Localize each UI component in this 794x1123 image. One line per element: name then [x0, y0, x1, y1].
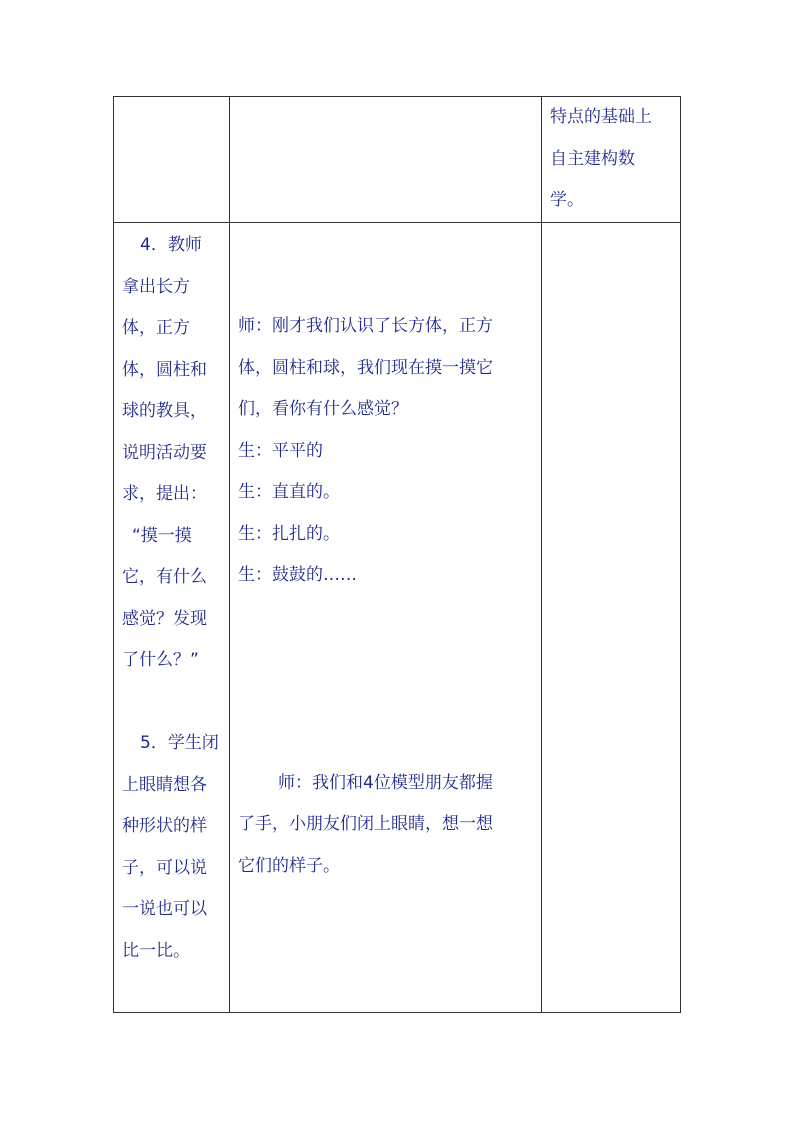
step-4-line: 了什么？” — [122, 650, 199, 670]
step-5-line: 5．学生闭 — [140, 733, 219, 753]
table-cell-activity — [114, 223, 230, 1013]
table-cell-intent — [542, 223, 681, 1013]
step-4-line: 体，圆柱和 — [122, 359, 207, 380]
step-4-line: 感觉？发现 — [122, 608, 207, 629]
text-line: 学。 — [550, 190, 584, 210]
step-5-line: 种形状的样 — [122, 816, 207, 836]
step-4-line: 求，提出： — [122, 484, 207, 504]
step-5-line: 子，可以说 — [122, 857, 207, 878]
dialogue-line: 们，看你有什么感觉？ — [238, 399, 408, 419]
step-4-line: 拿出长方 — [122, 276, 190, 297]
step-4-line: “摸一摸 — [132, 525, 192, 546]
dialogue-line: 生：鼓鼓的…… — [238, 565, 357, 585]
table-row — [114, 97, 681, 223]
dialogue-line: 它们的样子。 — [238, 855, 340, 876]
activity-text — [114, 223, 229, 972]
text-line: 自主建构数 — [550, 148, 635, 169]
step-4-line: 体，正方 — [122, 318, 190, 338]
dialogue-line: 生：扎扎的。 — [238, 523, 340, 544]
step-4-line: 4．教师 — [140, 235, 202, 255]
step-5-line: 上眼睛想各 — [122, 774, 207, 795]
intent-text — [542, 97, 680, 222]
dialogue-line: 生：直直的。 — [238, 482, 340, 502]
table-row — [114, 223, 681, 1013]
text-line: 特点的基础上 — [550, 107, 652, 127]
dialogue-text — [230, 223, 541, 887]
dialogue-line: 生：平平的 — [238, 440, 323, 461]
step-4-line: 说明活动要 — [122, 442, 207, 463]
step-4-line: 它，有什么 — [122, 567, 207, 587]
dialogue-line: 了手，小朋友们闭上眼睛，想一想 — [238, 814, 493, 834]
table-cell-activity — [114, 97, 230, 223]
dialogue-line: 体，圆柱和球，我们现在摸一摸它 — [238, 357, 493, 378]
dialogue-line: 师：我们和4位模型朋友都握 — [278, 772, 493, 793]
table-cell-intent — [542, 97, 681, 223]
step-4-line: 球的教具， — [122, 401, 207, 421]
lesson-plan-table — [113, 96, 681, 1013]
table-cell-dialogue — [230, 223, 542, 1013]
step-5-line: 比一比。 — [122, 940, 190, 961]
table-cell-dialogue — [230, 97, 542, 223]
step-5-line: 一说也可以 — [122, 899, 207, 919]
dialogue-line: 师：刚才我们认识了长方体，正方 — [238, 316, 493, 336]
